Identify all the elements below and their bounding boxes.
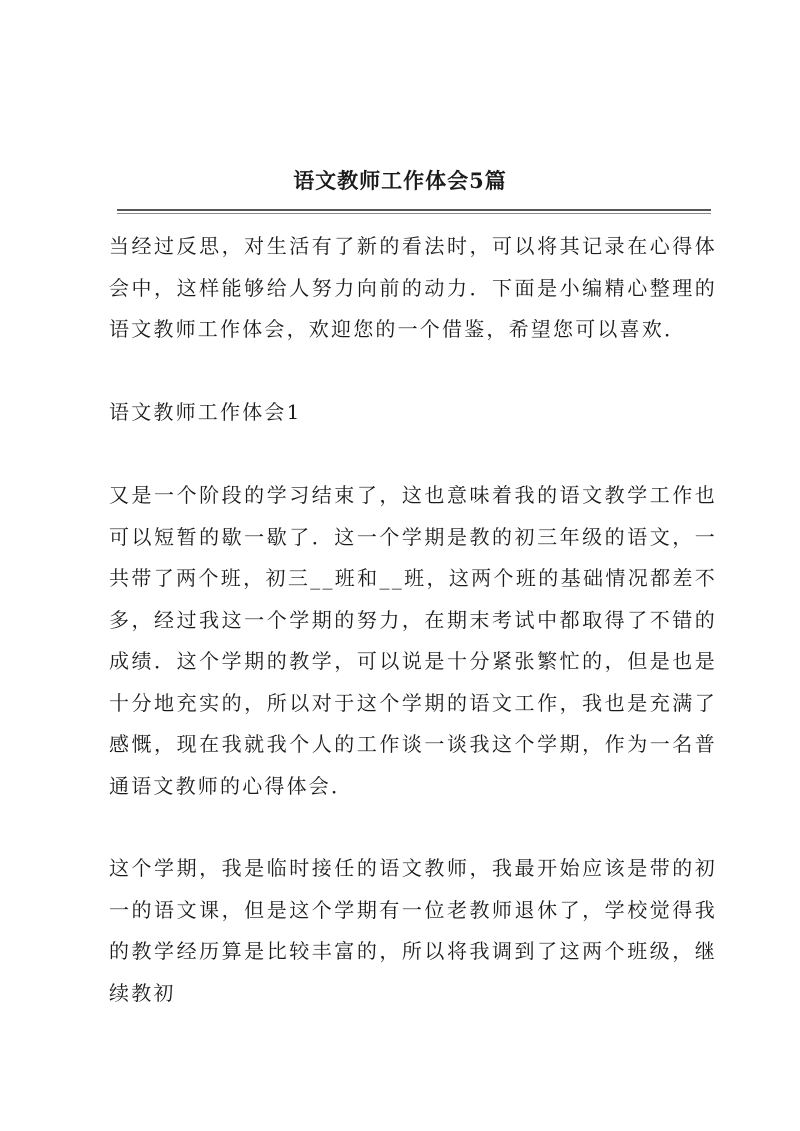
intro-paragraph: 当经过反思，对生活有了新的看法时，可以将其记录在心得体会中，这样能够给人努力向前的动力．下面是小编精心整理的语文教师工作体会，欢迎您的一个借鉴，希望您可以喜欢．	[109, 234, 717, 341]
title-divider	[117, 209, 711, 211]
title-divider-thin	[117, 213, 711, 214]
body-paragraph-1: 又是一个阶段的学习结束了，这也意味着我的语文教学工作也可以短暂的歇一歇了．这一个学期是教的初三年级的语文，一共带了两个班，初三__班和__班，这两个班的基础情况都差不多，经过我这一个学期的努力，在期末考试中都取得了不错的成绩．这个学期的教学，可以说是十分紧张繁忙的，但是也是十分地充实的，所以对于这个学期的语文工作，我也是充满了感慨，现在我就我个人的工作谈一谈我这个学期，作为一名普通语文教师的心得体会．	[109, 483, 717, 798]
body-paragraph-2: 这个学期，我是临时接任的语文教师，我最开始应该是带的初一的语文课，但是这个学期有一位老教师退休了，学校觉得我的教学经历算是比较丰富的，所以将我调到了这两个班级，继续教初	[109, 856, 717, 1005]
section-heading: 语文教师工作体会1	[109, 400, 302, 424]
document-title: 语文教师工作体会5篇	[293, 168, 507, 193]
